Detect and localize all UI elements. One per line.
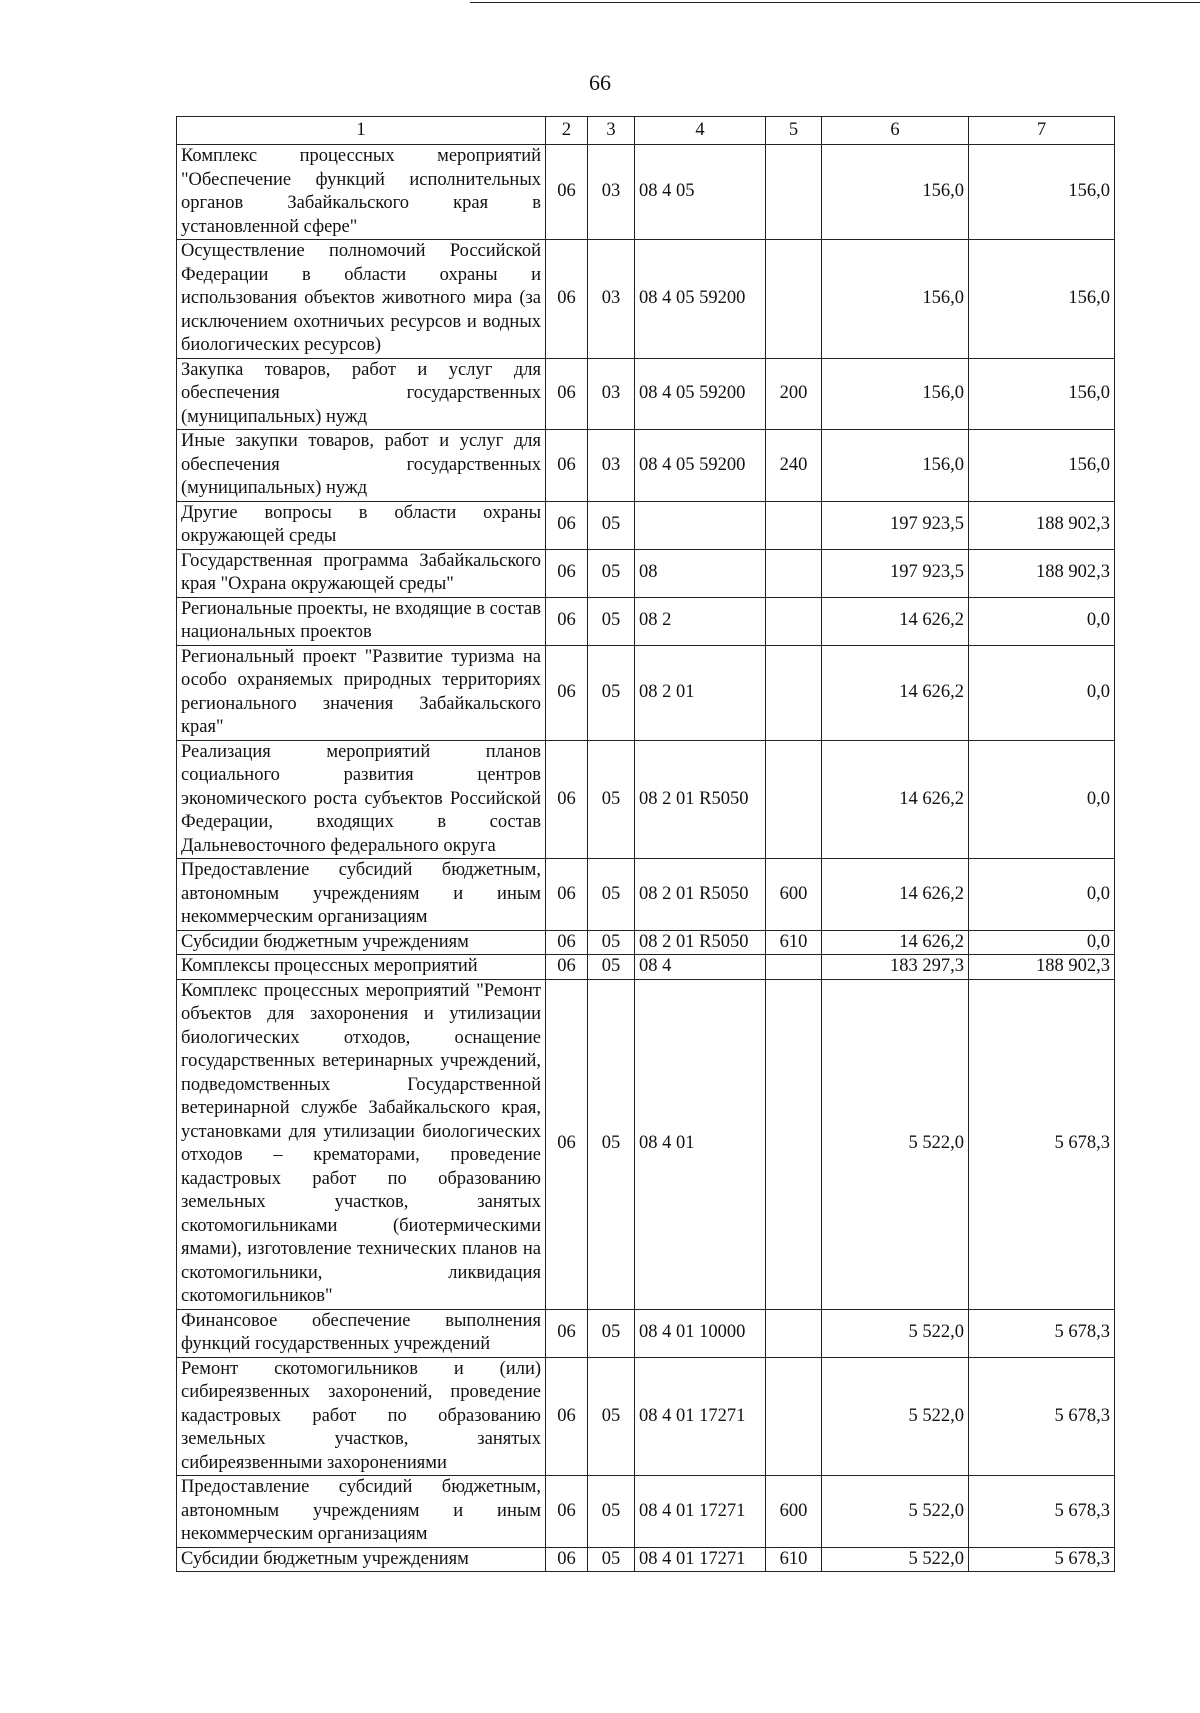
section-code: 06: [546, 1357, 588, 1476]
subsection-code: 05: [588, 501, 635, 549]
row-name: Реализация мероприятий планов социального развития центров экономического роста субъектов Российской Федерации, входящих в состав Дальневосточного федерального округа: [177, 740, 546, 859]
expense-type-code: 200: [766, 358, 822, 430]
expense-type-code: 240: [766, 430, 822, 502]
column-header-5: 5: [766, 117, 822, 145]
target-article-code: 08 2 01: [635, 645, 766, 740]
column-header-1: 1: [177, 117, 546, 145]
section-code: 06: [546, 1309, 588, 1357]
section-code: 06: [546, 979, 588, 1309]
subsection-code: 03: [588, 430, 635, 502]
amount-year-1: 14 626,2: [822, 930, 969, 955]
column-header-2: 2: [546, 117, 588, 145]
target-article-code: 08 4 01 17271: [635, 1547, 766, 1572]
amount-year-2: 188 902,3: [969, 501, 1115, 549]
column-header-6: 6: [822, 117, 969, 145]
amount-year-1: 183 297,3: [822, 955, 969, 980]
target-article-code: 08 2: [635, 597, 766, 645]
target-article-code: 08 4 01 17271: [635, 1357, 766, 1476]
amount-year-1: 14 626,2: [822, 597, 969, 645]
subsection-code: 05: [588, 549, 635, 597]
amount-year-1: 5 522,0: [822, 1357, 969, 1476]
target-article-code: 08 4 05 59200: [635, 358, 766, 430]
target-article-code: 08 4: [635, 955, 766, 980]
expense-type-code: [766, 1357, 822, 1476]
amount-year-1: 197 923,5: [822, 501, 969, 549]
expense-type-code: [766, 645, 822, 740]
table-row: [177, 979, 1115, 1309]
row-name: Региональные проекты, не входящие в состав национальных проектов: [177, 597, 546, 645]
amount-year-2: 5 678,3: [969, 1309, 1115, 1357]
subsection-code: 03: [588, 145, 635, 240]
row-name: Закупка товаров, работ и услуг для обеспечения государственных (муниципальных) нужд: [177, 358, 546, 430]
target-article-code: 08 4 05 59200: [635, 430, 766, 502]
target-article-code: [635, 501, 766, 549]
amount-year-1: 5 522,0: [822, 1476, 969, 1548]
table-row: [177, 930, 1115, 955]
expense-type-code: [766, 549, 822, 597]
table-row: [177, 645, 1115, 740]
row-name: Комплексы процессных мероприятий: [177, 955, 546, 980]
row-name: Государственная программа Забайкальского края "Охрана окружающей среды": [177, 549, 546, 597]
row-name: Субсидии бюджетным учреждениям: [177, 1547, 546, 1572]
table-row: [177, 145, 1115, 240]
row-name: Осуществление полномочий Российской Федерации в области охраны и использования объектов животного мира (за исключением охотничьих ресурсов и водных биологических ресурсов): [177, 240, 546, 359]
table-row: [177, 597, 1115, 645]
section-code: 06: [546, 549, 588, 597]
section-code: 06: [546, 955, 588, 980]
table-row: [177, 955, 1115, 980]
target-article-code: 08 2 01 R5050: [635, 930, 766, 955]
expense-type-code: 600: [766, 859, 822, 931]
page-number: 66: [589, 70, 611, 95]
expense-type-code: [766, 955, 822, 980]
amount-year-2: 156,0: [969, 240, 1115, 359]
expense-type-code: 600: [766, 1476, 822, 1548]
amount-year-2: 0,0: [969, 740, 1115, 859]
row-name: Региональный проект "Развитие туризма на особо охраняемых природных территориях регионального значения Забайкальского края": [177, 645, 546, 740]
row-name: Предоставление субсидий бюджетным, автономным учреждениям и иным некоммерческим организациям: [177, 1476, 546, 1548]
table-row: [177, 430, 1115, 502]
section-code: 06: [546, 859, 588, 931]
amount-year-2: 0,0: [969, 859, 1115, 931]
amount-year-2: 0,0: [969, 597, 1115, 645]
subsection-code: 05: [588, 1547, 635, 1572]
table-row: [177, 1357, 1115, 1476]
amount-year-1: 156,0: [822, 240, 969, 359]
amount-year-2: 156,0: [969, 430, 1115, 502]
table-row: [177, 740, 1115, 859]
amount-year-1: 156,0: [822, 430, 969, 502]
column-header-4: 4: [635, 117, 766, 145]
section-code: 06: [546, 145, 588, 240]
row-name: Комплекс процессных мероприятий "Ремонт объектов для захоронения и утилизации биологических отходов, оснащение государственных ветеринарных учреждений, подведомственных Государственной ветеринарной службе Забайкальского края, установками для утилизации биологических отходов – крематорами, проведение кадастровых работ по образованию земельных участков, занятых скотомогильниками (биотермическими ямами), изготовление технических планов на скотомогильники, ликвидация скотомогильников": [177, 979, 546, 1309]
row-name: Предоставление субсидий бюджетным, автономным учреждениям и иным некоммерческим организациям: [177, 859, 546, 931]
row-name: Другие вопросы в области охраны окружающей среды: [177, 501, 546, 549]
row-name: Ремонт скотомогильников и (или) сибиреязвенных захоронений, проведение кадастровых работ по образованию земельных участков, занятых сибиреязвенными захоронениями: [177, 1357, 546, 1476]
table-row: [177, 859, 1115, 931]
amount-year-2: 0,0: [969, 930, 1115, 955]
table-row: [177, 240, 1115, 359]
target-article-code: 08 4 05: [635, 145, 766, 240]
section-code: 06: [546, 597, 588, 645]
expense-type-code: [766, 1309, 822, 1357]
section-code: 06: [546, 930, 588, 955]
amount-year-1: 14 626,2: [822, 645, 969, 740]
expense-type-code: [766, 240, 822, 359]
table-row: [177, 549, 1115, 597]
target-article-code: 08 4 01 17271: [635, 1476, 766, 1548]
expense-type-code: 610: [766, 930, 822, 955]
expense-type-code: [766, 501, 822, 549]
subsection-code: 05: [588, 859, 635, 931]
amount-year-2: 156,0: [969, 145, 1115, 240]
amount-year-1: 156,0: [822, 358, 969, 430]
section-code: 06: [546, 501, 588, 549]
top-rule: [470, 2, 1200, 3]
section-code: 06: [546, 240, 588, 359]
column-header-3: 3: [588, 117, 635, 145]
table-row: [177, 1476, 1115, 1548]
amount-year-1: 5 522,0: [822, 1309, 969, 1357]
subsection-code: 05: [588, 645, 635, 740]
amount-year-2: 5 678,3: [969, 1547, 1115, 1572]
subsection-code: 05: [588, 979, 635, 1309]
amount-year-2: 0,0: [969, 645, 1115, 740]
amount-year-2: 5 678,3: [969, 1476, 1115, 1548]
subsection-code: 03: [588, 358, 635, 430]
row-name: Финансовое обеспечение выполнения функций государственных учреждений: [177, 1309, 546, 1357]
section-code: 06: [546, 430, 588, 502]
header-row: [177, 117, 1115, 145]
subsection-code: 05: [588, 597, 635, 645]
subsection-code: 05: [588, 1476, 635, 1548]
table-row: [177, 1547, 1115, 1572]
table-row: [177, 501, 1115, 549]
target-article-code: 08 4 05 59200: [635, 240, 766, 359]
amount-year-1: 14 626,2: [822, 740, 969, 859]
row-name: Иные закупки товаров, работ и услуг для обеспечения государственных (муниципальных) нужд: [177, 430, 546, 502]
expense-type-code: [766, 740, 822, 859]
expense-type-code: [766, 145, 822, 240]
target-article-code: 08 2 01 R5050: [635, 740, 766, 859]
amount-year-2: 5 678,3: [969, 1357, 1115, 1476]
subsection-code: 05: [588, 930, 635, 955]
amount-year-1: 5 522,0: [822, 1547, 969, 1572]
column-header-7: 7: [969, 117, 1115, 145]
amount-year-1: 197 923,5: [822, 549, 969, 597]
section-code: 06: [546, 358, 588, 430]
section-code: 06: [546, 1476, 588, 1548]
target-article-code: 08 4 01 10000: [635, 1309, 766, 1357]
amount-year-1: 156,0: [822, 145, 969, 240]
section-code: 06: [546, 1547, 588, 1572]
subsection-code: 05: [588, 1357, 635, 1476]
amount-year-2: 5 678,3: [969, 979, 1115, 1309]
table-row: [177, 1309, 1115, 1357]
row-name: Субсидии бюджетным учреждениям: [177, 930, 546, 955]
table-header: [177, 117, 1115, 145]
target-article-code: 08 2 01 R5050: [635, 859, 766, 931]
expense-type-code: [766, 597, 822, 645]
expense-type-code: [766, 979, 822, 1309]
subsection-code: 05: [588, 955, 635, 980]
amount-year-2: 188 902,3: [969, 955, 1115, 980]
row-name: Комплекс процессных мероприятий "Обеспечение функций исполнительных органов Забайкальского края в установленной сфере": [177, 145, 546, 240]
amount-year-2: 188 902,3: [969, 549, 1115, 597]
subsection-code: 03: [588, 240, 635, 359]
section-code: 06: [546, 645, 588, 740]
table-row: [177, 358, 1115, 430]
expense-type-code: 610: [766, 1547, 822, 1572]
table-body: [177, 145, 1115, 1572]
subsection-code: 05: [588, 740, 635, 859]
section-code: 06: [546, 740, 588, 859]
subsection-code: 05: [588, 1309, 635, 1357]
target-article-code: 08: [635, 549, 766, 597]
amount-year-1: 5 522,0: [822, 979, 969, 1309]
amount-year-2: 156,0: [969, 358, 1115, 430]
amount-year-1: 14 626,2: [822, 859, 969, 931]
budget-table: [176, 116, 1115, 1572]
target-article-code: 08 4 01: [635, 979, 766, 1309]
